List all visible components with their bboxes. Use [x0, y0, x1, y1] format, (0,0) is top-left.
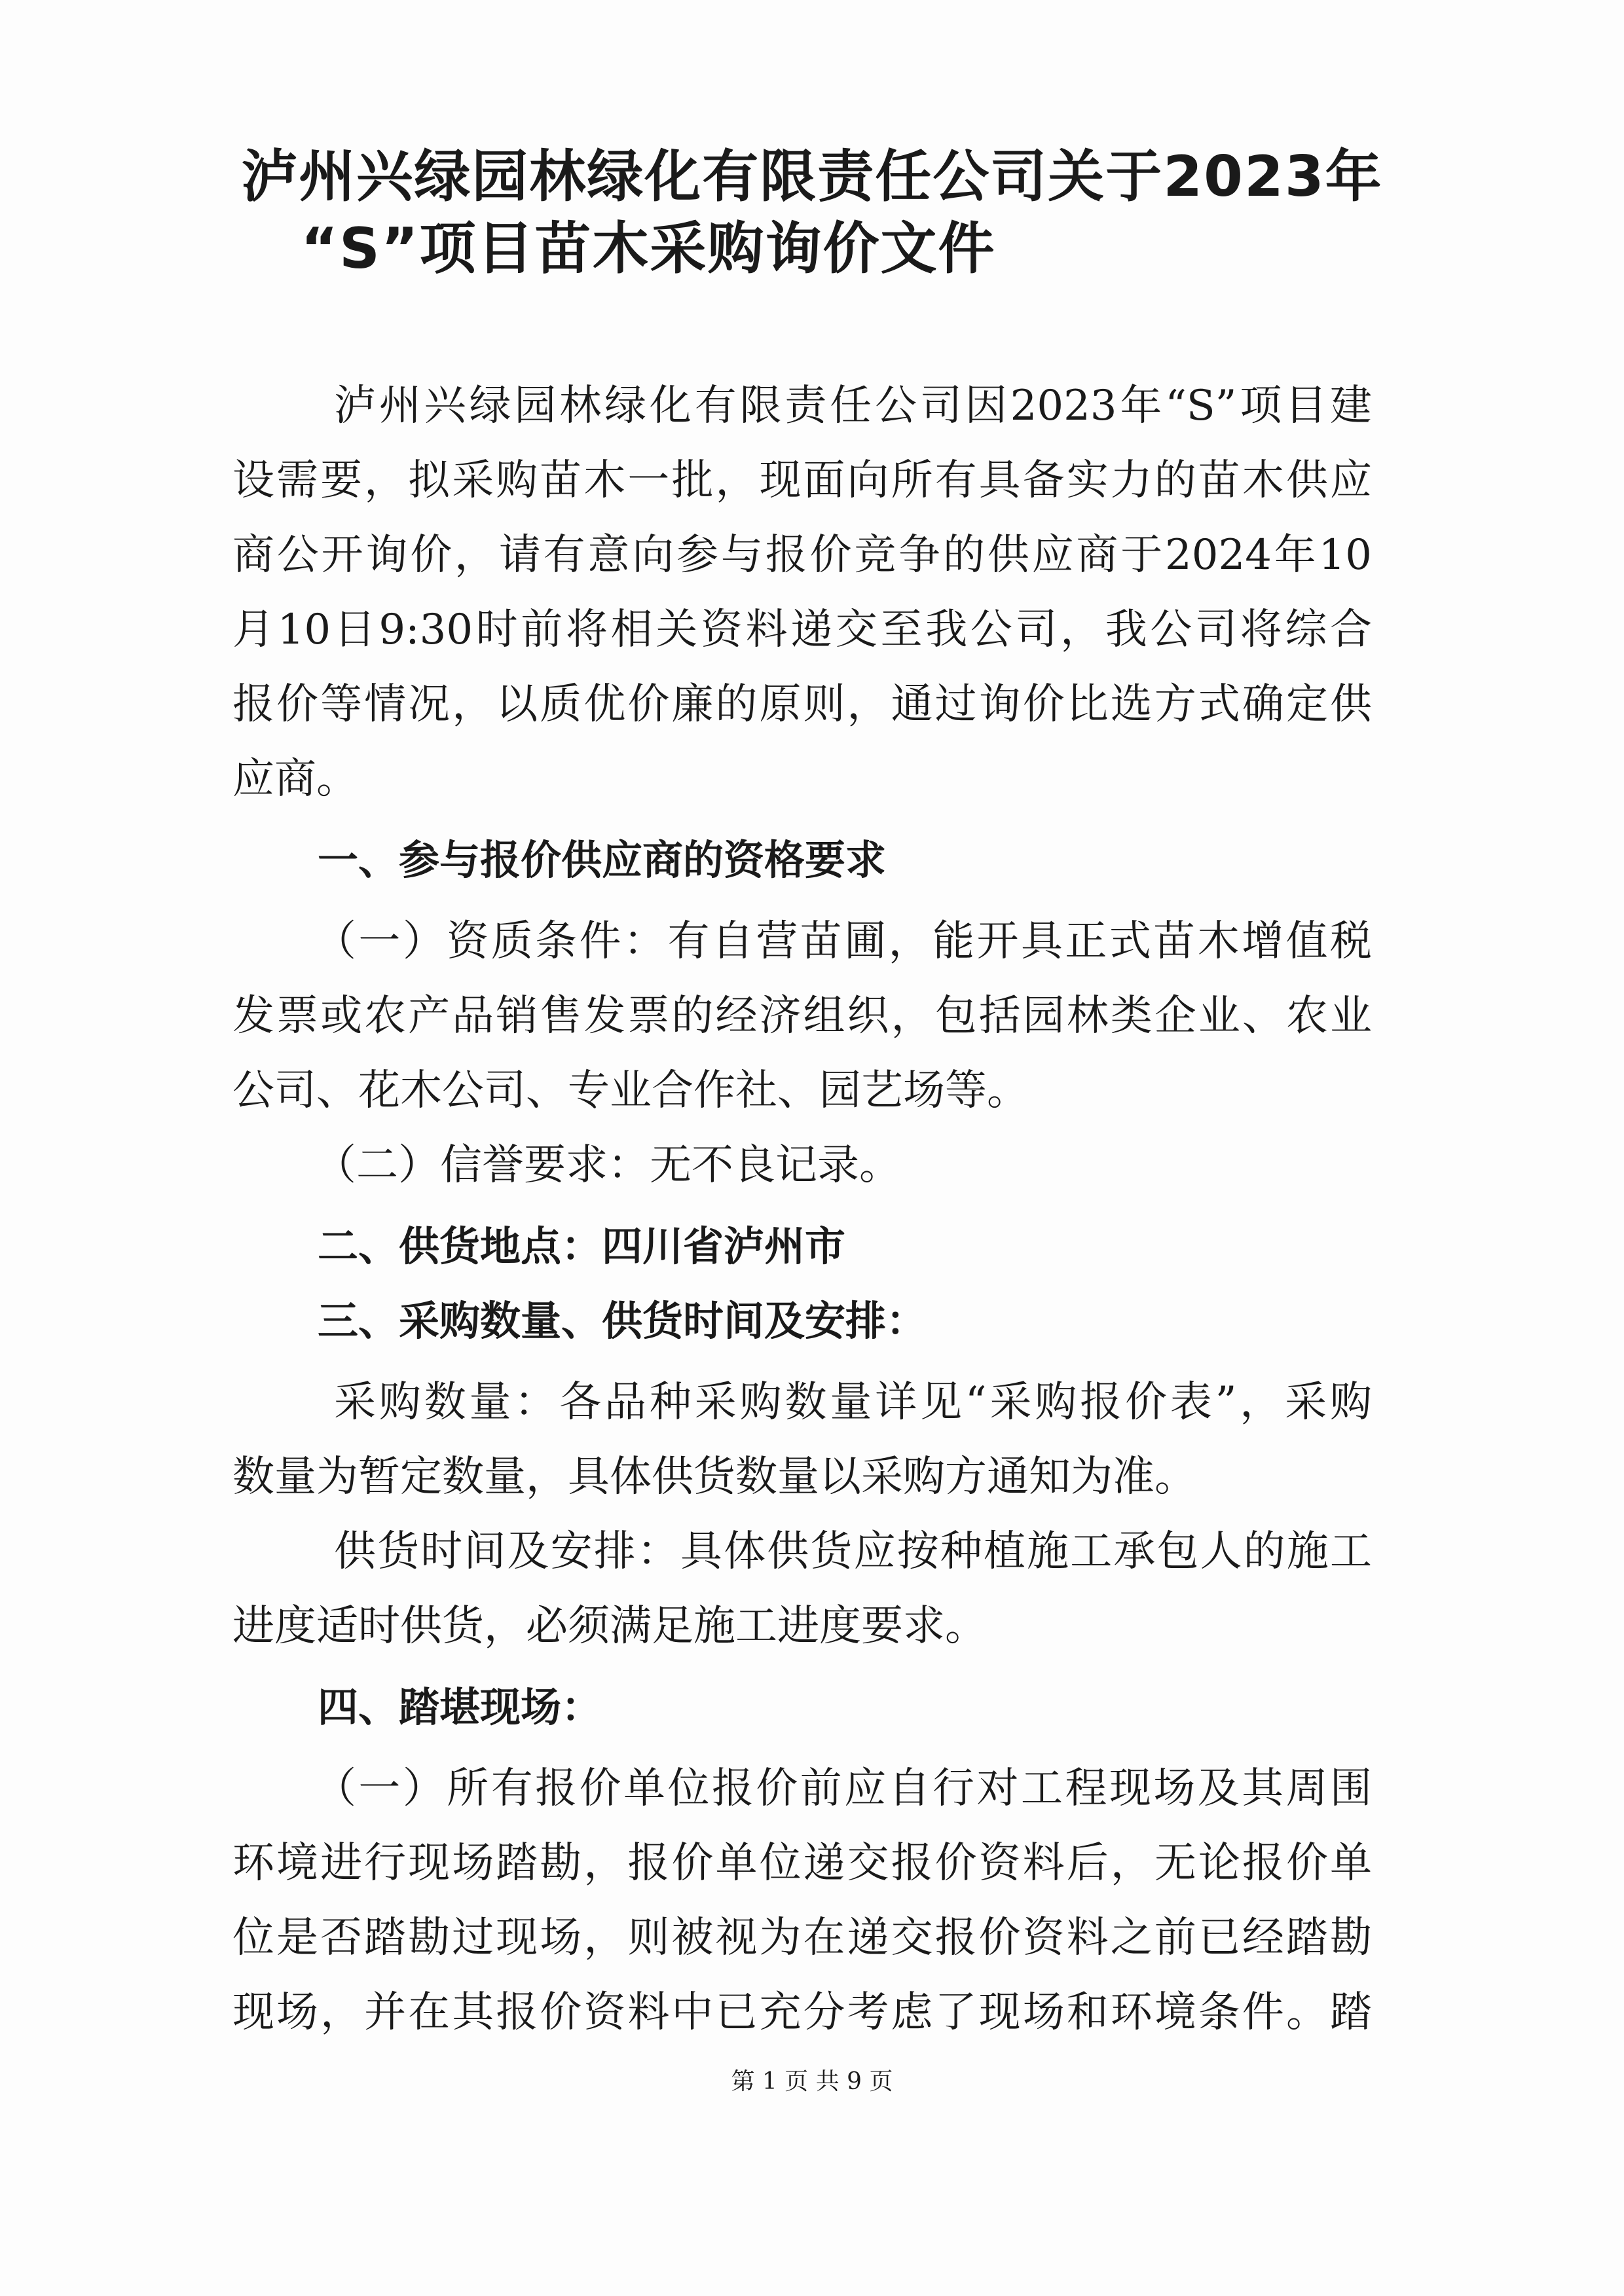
document-title-line-2: “S”项目苗木采购询价文件 — [301, 216, 996, 282]
site-survey-line: （一）所有报价单位报价前应自行对工程现场及其周围 — [314, 1764, 1372, 1813]
page-number-footer: 第 1 页 共 9 页 — [731, 2068, 893, 2095]
intro-line: 泸州兴绿园林绿化有限责任公司因2023年“S”项目建 — [334, 382, 1372, 430]
document-title-line-1: 泸州兴绿园林绿化有限责任公司关于2023年 — [241, 144, 1383, 210]
section-heading-qualification: 一、参与报价供应商的资格要求 — [318, 836, 887, 884]
section-heading-delivery-location: 二、供货地点：四川省泸州市 — [318, 1222, 846, 1270]
schedule-line: 进度适时供货，必须满足施工进度要求。 — [232, 1602, 987, 1650]
site-survey-line: 位是否踏勘过现场，则被视为在递交报价资料之前已经踏勘 — [232, 1914, 1372, 1962]
section-heading-site-survey: 四、踏堪现场： — [318, 1683, 602, 1731]
site-survey-line: 环境进行现场踏勘，报价单位递交报价资料后，无论报价单 — [232, 1839, 1372, 1887]
intro-line: 商公开询价，请有意向参与报价竞争的供应商于2024年10 — [232, 531, 1372, 579]
qualification-line: （一）资质条件：有自营苗圃，能开具正式苗木增值税 — [314, 917, 1372, 966]
qualification-line: 公司、花木公司、专业合作社、园艺场等。 — [232, 1066, 1029, 1115]
intro-line: 应商。 — [232, 755, 358, 803]
site-survey-line: 现场，并在其报价资料中已充分考虑了现场和环境条件。踏 — [232, 1988, 1372, 2037]
schedule-line: 供货时间及安排：具体供货应按种植施工承包人的施工 — [334, 1527, 1372, 1576]
quantity-line: 数量为暂定数量，具体供货数量以采购方通知为准。 — [232, 1453, 1196, 1501]
intro-line: 设需要，拟采购苗木一批，现面向所有具备实力的苗木供应 — [232, 456, 1372, 505]
intro-line: 月10日9:30时前将相关资料递交至我公司，我公司将综合 — [232, 606, 1372, 654]
section-heading-quantity-schedule: 三、采购数量、供货时间及安排： — [318, 1297, 927, 1345]
qualification-line: 发票或农产品销售发票的经济组织，包括园林类企业、农业 — [232, 992, 1372, 1040]
credit-requirement-line: （二）信誉要求：无不良记录。 — [314, 1141, 901, 1190]
quantity-line: 采购数量：各品种采购数量详见“采购报价表”，采购 — [334, 1378, 1372, 1427]
intro-line: 报价等情况，以质优价廉的原则，通过询价比选方式确定供 — [232, 680, 1372, 729]
